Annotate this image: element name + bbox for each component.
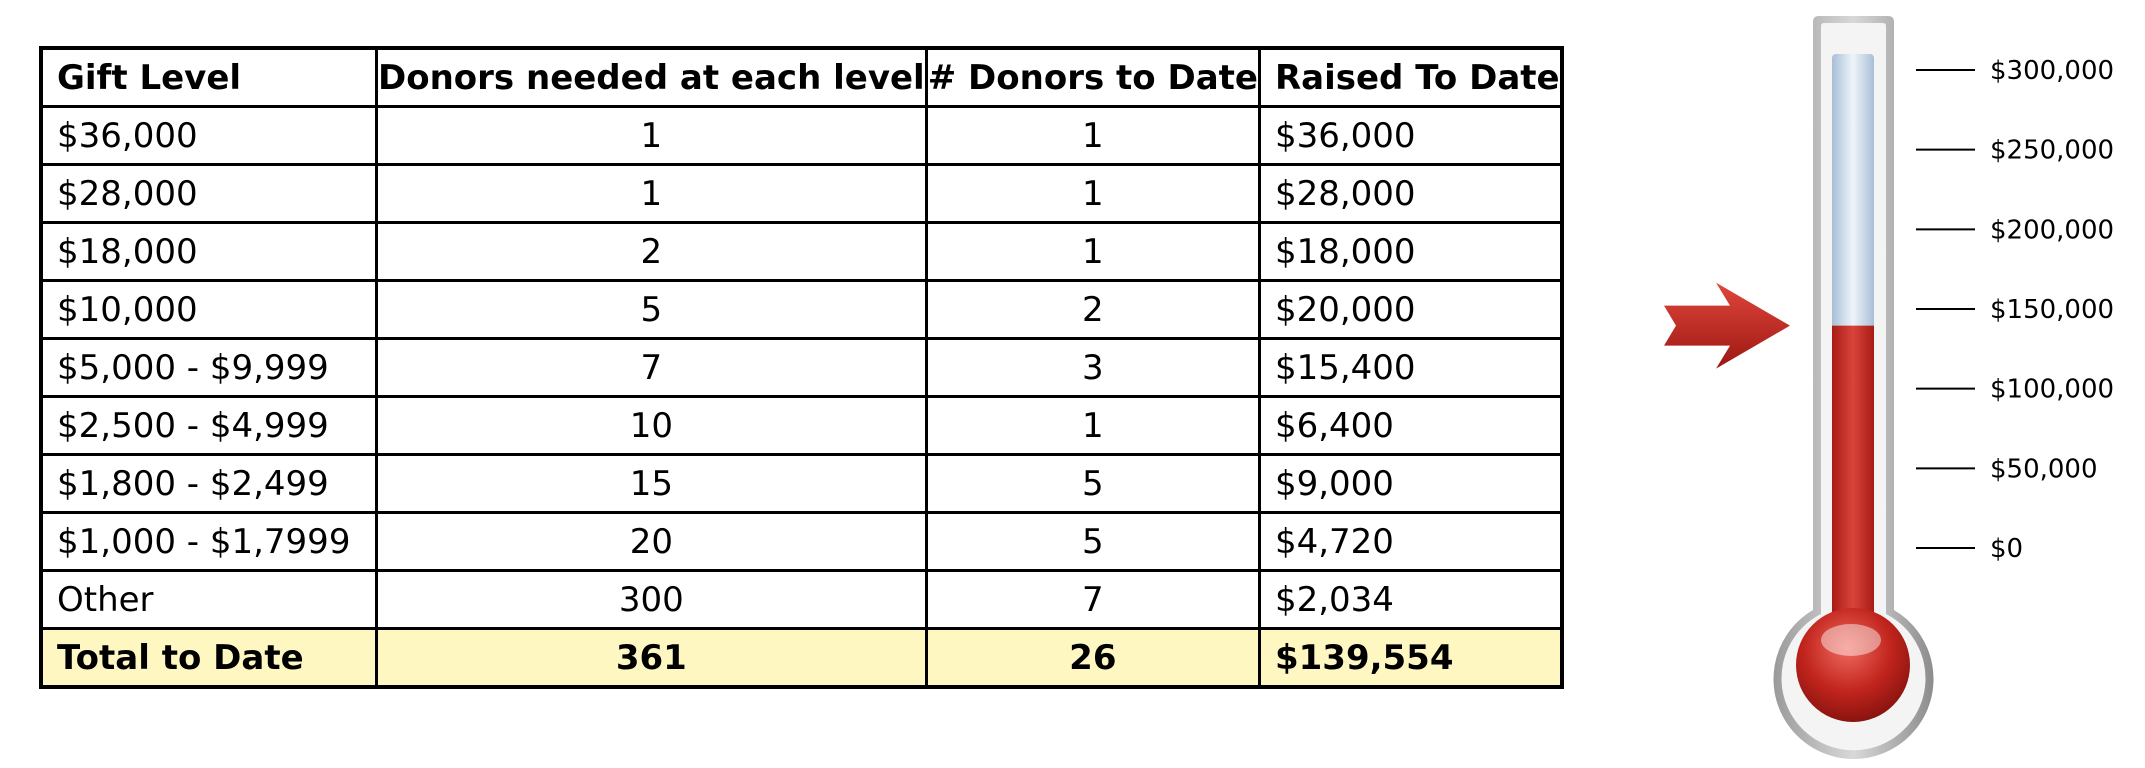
total-raised-cell: $139,554 xyxy=(1259,629,1561,688)
fundraising-thermometer xyxy=(1650,0,2145,768)
thermometer-bulb-highlight xyxy=(1821,624,1881,656)
donors-needed-cell: 300 xyxy=(377,571,927,629)
raised-to-date-cell: $9,000 xyxy=(1259,455,1561,513)
gift-level-cell: $2,500 - $4,999 xyxy=(41,397,377,455)
gift-level-cell: $10,000 xyxy=(41,281,377,339)
scale-tick-label: $200,000 xyxy=(1990,215,2115,246)
header-donors-needed: Donors needed at each level xyxy=(377,48,927,107)
gift-level-cell: $5,000 - $9,999 xyxy=(41,339,377,397)
donors-needed-cell: 1 xyxy=(377,165,927,223)
table-row xyxy=(41,107,1562,165)
header-raised-to-date: Raised To Date xyxy=(1259,48,1561,107)
gift-level-cell: $28,000 xyxy=(41,165,377,223)
donors-to-date-cell: 1 xyxy=(926,397,1259,455)
table-header-row xyxy=(41,48,1562,107)
scale-tick-label: $150,000 xyxy=(1990,295,2115,325)
donors-to-date-cell: 5 xyxy=(926,455,1259,513)
scale-tick-label: $250,000 xyxy=(1990,135,2115,166)
donors-to-date-cell: 1 xyxy=(926,223,1259,281)
donors-needed-cell: 7 xyxy=(377,339,927,397)
raised-to-date-cell: $4,720 xyxy=(1259,513,1561,571)
donors-to-date-cell: 1 xyxy=(926,107,1259,165)
table-row xyxy=(41,339,1562,397)
donors-needed-cell: 5 xyxy=(377,281,927,339)
raised-to-date-cell: $28,000 xyxy=(1259,165,1561,223)
raised-to-date-cell: $2,034 xyxy=(1259,571,1561,629)
donors-to-date-cell: 7 xyxy=(926,571,1259,629)
gift-level-cell: $18,000 xyxy=(41,223,377,281)
table-row xyxy=(41,397,1562,455)
scale-tick-label: $300,000 xyxy=(1990,56,2115,86)
donors-needed-cell: 1 xyxy=(377,107,927,165)
table-row xyxy=(41,281,1562,339)
table-row xyxy=(41,513,1562,571)
total-row xyxy=(41,629,1562,688)
scale-tick-label: $0 xyxy=(1990,534,2024,564)
table-row xyxy=(41,455,1562,513)
total-donors-needed-cell: 361 xyxy=(377,629,927,688)
donors-to-date-cell: 1 xyxy=(926,165,1259,223)
donors-needed-cell: 10 xyxy=(377,397,927,455)
scale-tick-label: $50,000 xyxy=(1990,454,2098,485)
gift-level-cell: $36,000 xyxy=(41,107,377,165)
table-body xyxy=(41,107,1562,688)
gift-level-cell: $1,000 - $1,7999 xyxy=(41,513,377,571)
total-donors-to-date-cell: 26 xyxy=(926,629,1259,688)
donors-needed-cell: 20 xyxy=(377,513,927,571)
donors-to-date-cell: 5 xyxy=(926,513,1259,571)
raised-to-date-cell: $18,000 xyxy=(1259,223,1561,281)
scale-tick-label: $100,000 xyxy=(1990,374,2115,405)
donors-needed-cell: 2 xyxy=(377,223,927,281)
table-row xyxy=(41,165,1562,223)
donors-to-date-cell: 2 xyxy=(926,281,1259,339)
raised-to-date-cell: $6,400 xyxy=(1259,397,1561,455)
table-row xyxy=(41,571,1562,629)
gift-level-cell: $1,800 - $2,499 xyxy=(41,455,377,513)
raised-to-date-cell: $20,000 xyxy=(1259,281,1561,339)
gift-level-table xyxy=(39,46,1564,689)
donors-to-date-cell: 3 xyxy=(926,339,1259,397)
progress-arrow-icon xyxy=(1664,283,1790,369)
raised-to-date-cell: $36,000 xyxy=(1259,107,1561,165)
header-gift-level: Gift Level xyxy=(41,48,377,107)
donors-needed-cell: 15 xyxy=(377,455,927,513)
header-donors-to-date: # Donors to Date xyxy=(926,48,1259,107)
table-row xyxy=(41,223,1562,281)
raised-to-date-cell: $15,400 xyxy=(1259,339,1561,397)
total-label-cell: Total to Date xyxy=(41,629,377,688)
thermometer-scale xyxy=(1916,56,2114,564)
gift-level-cell: Other xyxy=(41,571,377,629)
thermometer-fill xyxy=(1832,326,1874,640)
